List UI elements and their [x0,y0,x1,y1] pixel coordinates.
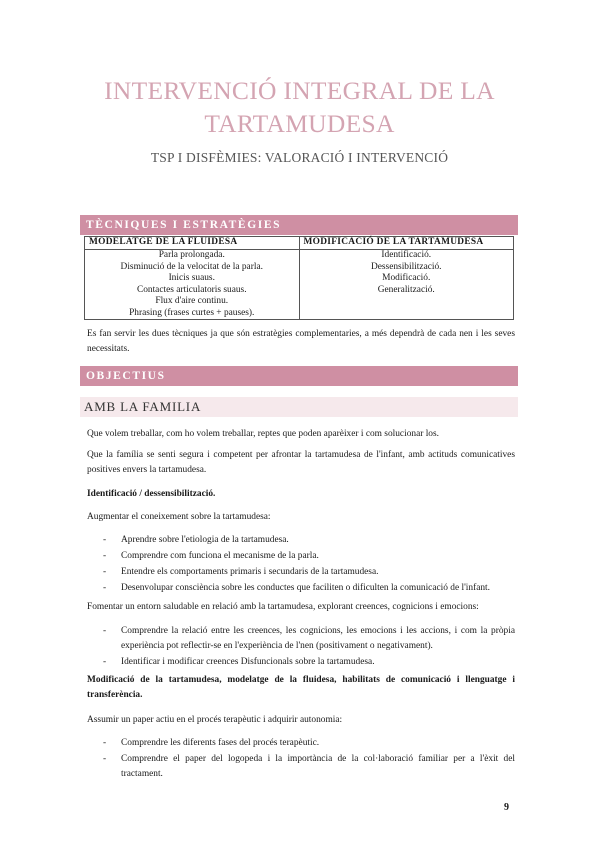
list-item [87,736,515,751]
objectius-paragraph-1: Que volem treballar, com ho volem treballar, reptes que poden aparèixer i com solucionar los. [87,429,439,439]
list-item: Parla prolongada. [158,250,225,260]
dash-bullet: - [103,567,107,577]
block1-intro: Augmentar el coneixement sobre la tartamudesa: [87,512,271,522]
list-item-text: Comprendre com funciona el mecanisme de la parla. [121,551,319,561]
list-item-text: Identificar i modificar creences Disfuncionals sobre la tartamudesa. [121,657,375,667]
modificacio-cell [299,250,514,320]
list-item-text: Comprendre el paper del logopeda i la importància de la col·laboració familiar per a l'èxit del tractament. [121,754,515,779]
block1-title: Identificació / dessensibilització. [87,489,216,499]
list-item: Disminució de la velocitat de la parla. [120,261,263,272]
list-item: Identificació. [381,250,432,260]
list-item-text: Desenvolupar consciència sobre les conductes que faciliten o dificulten la comunicació de l'infant. [121,583,490,593]
col-header-fluidesa: MODELATGE DE LA FLUIDESA [85,237,300,250]
list-item: Flux d'aire continu. [155,296,229,306]
list-item-text: Comprendre la relació entre les creences, les cognicions, les emocions i les accions, i com la pròpia experiència pot reflectir-se en l'experiència de l'nen (positivament o negativament). [121,626,515,651]
dash-bullet: - [103,535,107,545]
fluidesa-cell [85,250,300,320]
list-item [87,581,515,596]
list-item: Contactes articulatoris suaus. [136,284,247,295]
list-item [87,752,515,782]
dash-bullet: - [103,657,107,667]
list-item-text: Aprendre sobre l'etiologia de la tartamudesa. [121,535,289,545]
document-title [0,74,599,140]
document-subtitle: TSP I DISFÈMIES: VALORACIÓ I INTERVENCIÓ [150,150,449,165]
objectius-paragraph-2: Que la família se senti segura i competent per afrontar la tartamudesa de l'infant, amb actituds comunicatives positives envers la tartamudesa. [87,450,515,475]
dash-bullet: - [103,754,107,764]
list-item [87,655,515,670]
techniques-note: Es fan servir les dues tècniques ja que són estratègies complementaries, a més dependrà de cada nen i les seves necessitats. [87,329,515,354]
list-item-text: Entendre els comportaments primaris i secundaris de la tartamudesa. [121,567,379,577]
dash-bullet: - [103,626,107,636]
list-item: Dessensibilització. [370,261,442,272]
dash-bullet: - [103,551,107,561]
dash-bullet: - [103,583,107,593]
block2-title: Modificació de la tartamudesa, modelatge de la fluidesa, habilitats de comunicació i llenguatge i transferència. [87,675,515,700]
title-line-1: INTERVENCIÓ INTEGRAL DE LA [104,76,495,105]
list-item [87,549,515,564]
subsection-heading-familia: AMB LA FAMILIA [80,397,518,417]
block1-title-text: Identificació / dessensibilització [87,489,214,499]
list-item: Inicis suaus. [168,273,215,283]
list-item: Phrasing (frases curtes + pauses). [129,307,255,318]
techniques-table [84,236,514,320]
techniques-table-header [85,237,514,250]
col-header-modificacio: MODIFICACIÓ DE LA TARTAMUDESA [299,237,514,250]
page-number: 9 [504,802,509,813]
list-item [87,565,515,580]
list-item [87,533,515,548]
block1-list [87,533,515,597]
block2-intro: Assumir un paper actiu en el procés terapèutic i adquirir autonomia: [87,715,343,725]
block2-list [87,736,515,783]
list-item-text: Comprendre les diferents fases del procés terapèutic. [121,738,320,748]
block1-intro-2: Fomentar un entorn saludable en relació amb la tartamudesa, explorant creences, cognicions i emocions: [87,602,479,612]
list-item [87,624,515,654]
block1-list-2 [87,624,515,671]
techniques-table-row [85,250,514,320]
section-heading-tecniques: TÈCNIQUES I ESTRATÈGIES [80,215,518,235]
section-heading-objectius: OBJECTIUS [80,366,518,386]
title-line-2: TARTAMUDESA [204,109,395,138]
list-item: Generalització. [377,284,435,295]
list-item: Modificació. [382,273,431,283]
dash-bullet: - [103,738,107,748]
block2-title-text: Modificació de la tartamudesa, modelatge de la fluidesa, habilitats de comunicació i llenguatge i transferència [87,675,515,700]
